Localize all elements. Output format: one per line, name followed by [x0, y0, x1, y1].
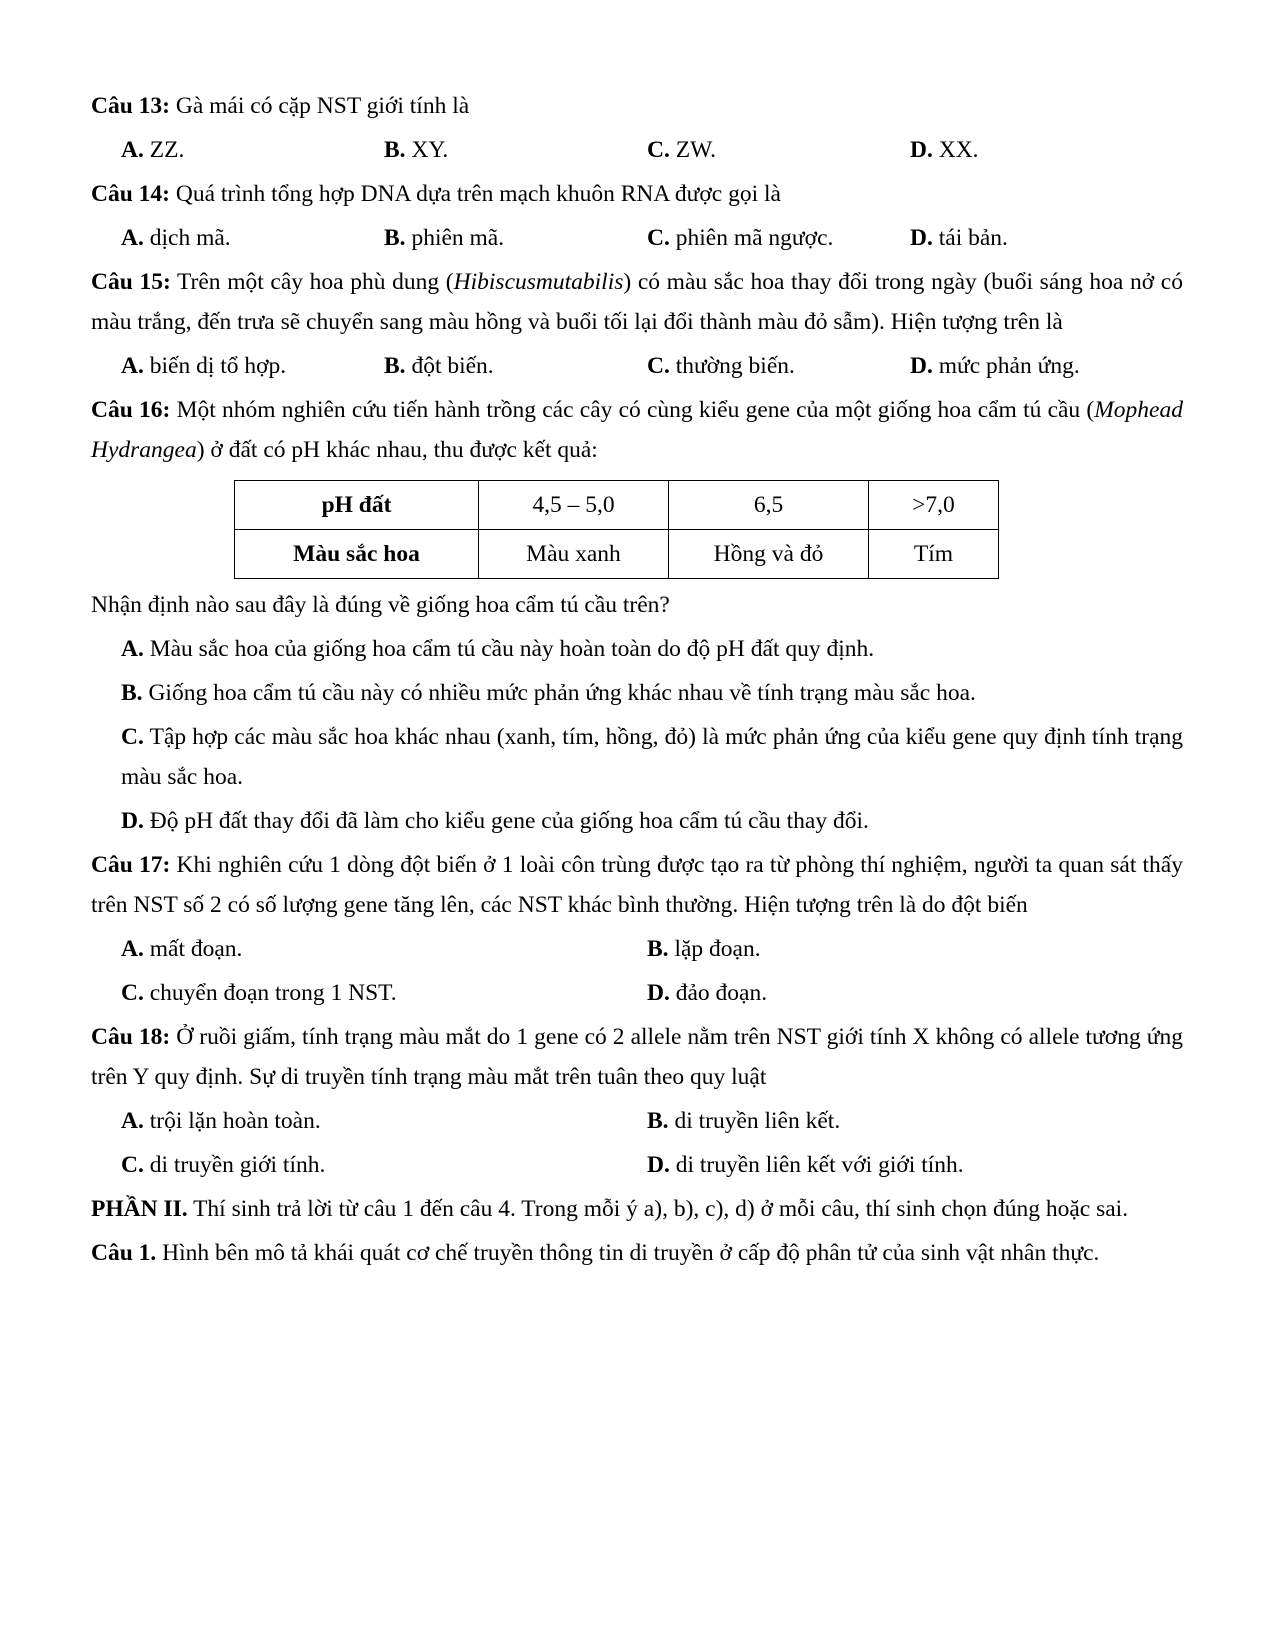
ph-color-table — [234, 480, 999, 579]
question-16-prompt: Nhận định nào sau đây là đúng về giống hoa cẩm tú cầu trên? — [91, 592, 670, 618]
question-15: Câu 15: Trên một cây hoa phù dung (Hibiscusmutabilis) có màu sắc hoa thay đổi trong ngày (buổi sáng hoa nở có màu trắng, đến trưa sẽ chuyển sang màu hồng và buổi tối lại đổi thành màu đỏ sẫm). Hiện tượng trên là — [91, 269, 1183, 335]
table-cell: Màu xanh — [479, 530, 669, 579]
option-b[interactable]: B. Giống hoa cẩm tú cầu này có nhiều mức phản ứng khác nhau về tính trạng màu sắc hoa. — [121, 680, 976, 706]
table-cell: Hồng và đỏ — [669, 530, 869, 579]
question-15-options — [121, 346, 1183, 386]
table-cell: 6,5 — [669, 481, 869, 530]
option-a[interactable]: A. ZZ. — [121, 137, 185, 163]
option-c[interactable]: C. phiên mã ngược. — [647, 225, 834, 251]
option-a[interactable]: A. mất đoạn. — [121, 936, 243, 962]
option-c[interactable]: C. chuyển đoạn trong 1 NST. — [121, 980, 397, 1006]
table-cell: 4,5 – 5,0 — [479, 481, 669, 530]
question-18-options-row2 — [121, 1145, 1183, 1185]
option-a[interactable]: A. trội lặn hoàn toàn. — [121, 1108, 321, 1134]
question-13-options — [121, 130, 1183, 170]
option-b[interactable]: B. phiên mã. — [384, 225, 505, 251]
option-d[interactable]: D. tái bản. — [910, 225, 1008, 251]
question-label: Câu 14: — [91, 181, 170, 207]
question-text: Gà mái có cặp NST giới tính là — [170, 93, 470, 119]
question-text: Quá trình tổng hợp DNA dựa trên mạch khuôn RNA được gọi là — [170, 181, 781, 207]
part-2-instructions: PHẦN II. Thí sinh trả lời từ câu 1 đến câu 4. Trong mỗi ý a), b), c), d) ở mỗi câu, thí sinh chọn đúng hoặc sai. — [91, 1196, 1129, 1222]
question-label: Câu 17: — [91, 852, 171, 878]
option-a[interactable]: A. Màu sắc hoa của giống hoa cẩm tú cầu này hoàn toàn do độ pH đất quy định. — [121, 636, 875, 662]
option-d[interactable]: D. XX. — [910, 137, 979, 163]
question-text: Ở ruồi giấm, tính trạng màu mắt do 1 gene có 2 allele nằm trên NST giới tính X không có allele tương ứng trên Y quy định. Sự di truyền tính trạng màu mắt trên tuân theo quy luật — [91, 1024, 1183, 1090]
option-c[interactable]: C. ZW. — [647, 137, 716, 163]
question-text: Khi nghiên cứu 1 dòng đột biến ở 1 loài côn trùng được tạo ra từ phòng thí nghiệm, người ta quan sát thấy trên NST số 2 có số lượng gene tăng lên, các NST khác bình thường. Hiện tượng trên là do đột biến — [91, 852, 1183, 918]
table-row — [235, 530, 999, 579]
table-cell: >7,0 — [869, 481, 999, 530]
option-d[interactable]: D. đảo đoạn. — [647, 980, 768, 1006]
question-17-options-row1 — [121, 929, 1183, 969]
question-text: Hình bên mô tả khái quát cơ chế truyền thông tin di truyền ở cấp độ phân tử của sinh vật nhân thực. — [156, 1240, 1100, 1266]
option-c[interactable]: C. di truyền giới tính. — [121, 1152, 326, 1178]
exam-content — [91, 86, 1183, 1277]
option-d[interactable]: D. Độ pH đất thay đổi đã làm cho kiểu gene của giống hoa cẩm tú cầu thay đổi. — [121, 808, 869, 834]
option-d[interactable]: D. di truyền liên kết với giới tính. — [647, 1152, 964, 1178]
option-b[interactable]: B. di truyền liên kết. — [647, 1108, 841, 1134]
question-13 — [91, 86, 1183, 126]
table-cell: Tím — [869, 530, 999, 579]
species-name: Hibiscusmutabilis — [453, 269, 624, 295]
table-cell: pH đất — [235, 481, 479, 530]
option-c[interactable]: C. Tập hợp các màu sắc hoa khác nhau (xanh, tím, hồng, đỏ) là mức phản ứng của kiểu gene quy định tính trạng màu sắc hoa. — [121, 724, 1183, 790]
option-b[interactable]: B. lặp đoạn. — [647, 936, 761, 962]
question-label: Câu 1. — [91, 1240, 157, 1266]
option-a[interactable]: A. biến dị tổ hợp. — [121, 353, 287, 379]
option-b[interactable]: B. XY. — [384, 137, 449, 163]
table-row — [235, 481, 999, 530]
question-label: Câu 15: — [91, 269, 171, 295]
species-name: Mophead Hydrangea — [91, 397, 1183, 463]
option-b[interactable]: B. đột biến. — [384, 353, 494, 379]
question-18-options-row1 — [121, 1101, 1183, 1141]
question-label: Câu 13: — [91, 93, 170, 119]
option-c[interactable]: C. thường biến. — [647, 353, 795, 379]
question-16: Câu 16: Một nhóm nghiên cứu tiến hành trồng các cây có cùng kiểu gene của một giống hoa cẩm tú cầu (Mophead Hydrangea) ở đất có pH khác nhau, thu được kết quả: — [91, 397, 1183, 463]
table-cell: Màu sắc hoa — [235, 530, 479, 579]
question-17-options-row2 — [121, 973, 1183, 1013]
question-label: Câu 16: — [91, 397, 171, 423]
question-14-options — [121, 218, 1183, 258]
option-d[interactable]: D. mức phản ứng. — [910, 353, 1080, 379]
question-17 — [91, 845, 1183, 925]
part-2-question-1 — [91, 1233, 1183, 1273]
question-label: Câu 18: — [91, 1024, 171, 1050]
question-18 — [91, 1017, 1183, 1097]
option-a[interactable]: A. dịch mã. — [121, 225, 231, 251]
part-label: PHẦN II. — [91, 1196, 188, 1222]
question-14 — [91, 174, 1183, 214]
